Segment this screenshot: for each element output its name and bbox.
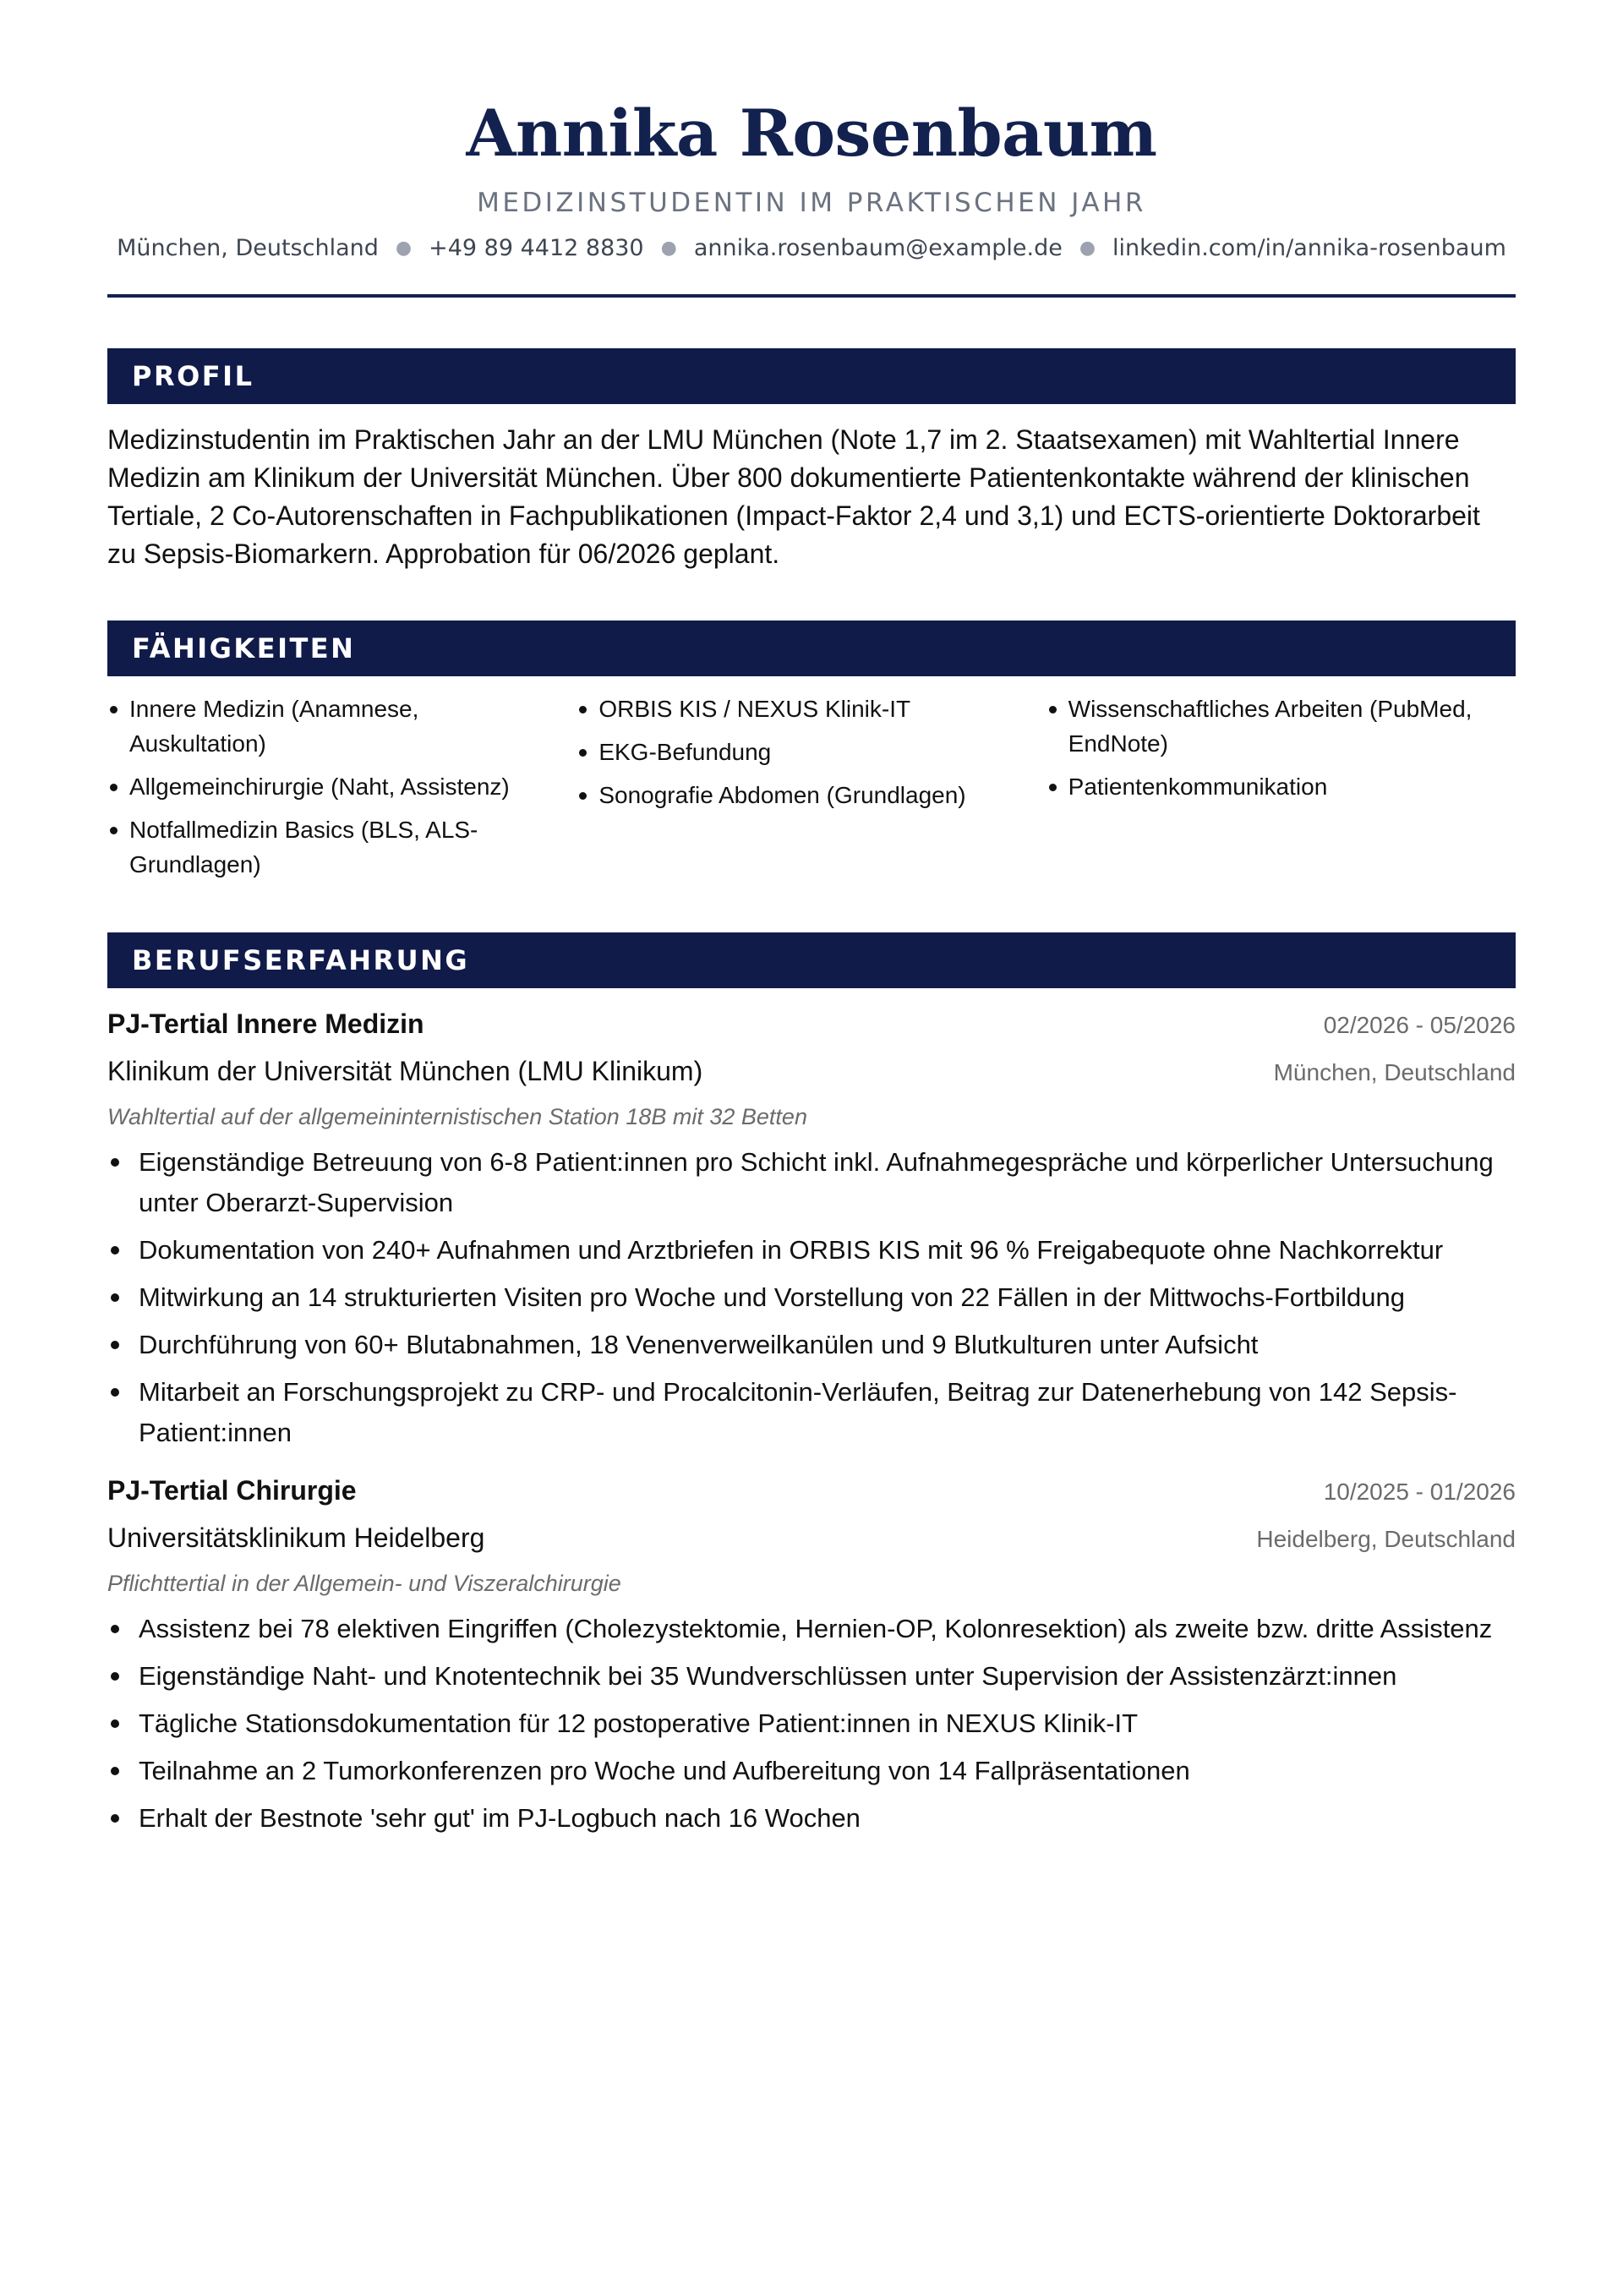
job-entry — [107, 1005, 1516, 1453]
skills-section — [107, 620, 1516, 890]
skills-column — [1046, 692, 1516, 890]
job-bullets — [107, 1609, 1516, 1839]
job-title-row — [107, 1472, 1516, 1511]
skill-item: EKG-Befundung — [577, 735, 1046, 769]
job-company: Klinikum der Universität München (LMU Klinikum) — [107, 1056, 703, 1086]
skills-column — [577, 692, 1046, 890]
skill-item: Innere Medizin (Anamnese, Auskultation) — [107, 692, 577, 761]
contact-email: annika.rosenbaum@example.de — [693, 235, 1063, 261]
skills-grid — [107, 692, 1516, 890]
contact-line — [107, 233, 1516, 264]
job-bullet: Assistenz bei 78 elektiven Eingriffen (Cholezystektomie, Hernien-OP, Kolonresektion) als zweite bzw. dritte Assistenz — [107, 1609, 1516, 1649]
job-date: 10/2025 - 01/2026 — [1323, 1479, 1516, 1505]
job-title: PJ-Tertial Chirurgie — [107, 1475, 357, 1506]
candidate-subtitle: MEDIZINSTUDENTIN IM PRAKTISCHEN JAHR — [477, 188, 1146, 218]
job-title: PJ-Tertial Innere Medizin — [107, 1009, 424, 1039]
separator-dot-icon: ● — [395, 238, 413, 259]
resume-header — [107, 0, 1516, 298]
skill-item: Patientenkommunikation — [1046, 769, 1516, 804]
job-bullet: Tägliche Stationsdokumentation für 12 postoperative Patient:innen in NEXUS Klinik-IT — [107, 1703, 1516, 1744]
job-company-row — [107, 1511, 1516, 1558]
job-bullet: Erhalt der Bestnote 'sehr gut' im PJ-Logbuch nach 16 Wochen — [107, 1798, 1516, 1839]
job-location: München, Deutschland — [1273, 1059, 1516, 1085]
separator-dot-icon: ● — [1079, 238, 1096, 259]
skill-item: Allgemeinchirurgie (Naht, Assistenz) — [107, 769, 577, 804]
section-heading-profile: PROFIL — [107, 348, 1516, 404]
section-heading-skills: FÄHIGKEITEN — [107, 620, 1516, 676]
job-bullet: Mitarbeit an Forschungsprojekt zu CRP- und Procalcitonin-Verläufen, Beitrag zur Datenerhebung von 142 Sepsis-Patient:innen — [107, 1372, 1516, 1453]
job-company: Universitätsklinikum Heidelberg — [107, 1522, 485, 1553]
job-bullet: Teilnahme an 2 Tumorkonferenzen pro Woche und Aufbereitung von 14 Fallpräsentationen — [107, 1751, 1516, 1791]
job-title-row — [107, 1005, 1516, 1044]
skill-item: Sonografie Abdomen (Grundlagen) — [577, 778, 1046, 812]
profile-section — [107, 348, 1516, 573]
contact-linkedin: linkedin.com/in/annika-rosenbaum — [1112, 235, 1506, 261]
candidate-name: Annika Rosenbaum — [466, 96, 1157, 171]
skill-item: ORBIS KIS / NEXUS Klinik-IT — [577, 692, 1046, 726]
job-bullet: Mitwirkung an 14 strukturierten Visiten pro Woche und Vorstellung von 22 Fällen in der Mittwochs-Fortbildung — [107, 1277, 1516, 1318]
job-company-row — [107, 1044, 1516, 1091]
skill-item: Wissenschaftliches Arbeiten (PubMed, EndNote) — [1046, 692, 1516, 761]
job-bullet: Eigenständige Naht- und Knotentechnik bei 35 Wundverschlüssen unter Supervision der Assistenzärzt:innen — [107, 1656, 1516, 1697]
contact-location: München, Deutschland — [117, 235, 379, 261]
profile-text: Medizinstudentin im Praktischen Jahr an der LMU München (Note 1,7 im 2. Staatsexamen) mit Wahltertial Innere Medizin am Klinikum der Universität München. Über 800 dokumentierte Patientenkontakte während der klinischen Tertiale, 2 Co-Autorenschaften in Fachpublikationen (Impact-Faktor 2,4 und 3,1) und ECTS-orientierte Doktorarbeit zu Sepsis-Biomarkern. Approbation für 06/2026 geplant. — [107, 424, 1480, 569]
separator-dot-icon: ● — [660, 238, 677, 259]
header-divider — [107, 294, 1516, 298]
job-bullet: Durchführung von 60+ Blutabnahmen, 18 Venenverweilkanülen und 9 Blutkulturen unter Aufsicht — [107, 1325, 1516, 1365]
job-description: Wahltertial auf der allgemeininternistischen Station 18B mit 32 Betten — [107, 1104, 807, 1129]
job-bullets — [107, 1142, 1516, 1453]
job-bullet: Eigenständige Betreuung von 6-8 Patient:innen pro Schicht inkl. Aufnahmegespräche und körperlicher Untersuchung unter Oberarzt-Supervision — [107, 1142, 1516, 1223]
contact-phone: +49 89 4412 8830 — [429, 235, 644, 261]
skill-item: Notfallmedizin Basics (BLS, ALS-Grundlagen) — [107, 812, 577, 882]
job-date: 02/2026 - 05/2026 — [1323, 1012, 1516, 1038]
job-entry — [107, 1472, 1516, 1839]
skills-column — [107, 692, 577, 890]
job-description: Pflichttertial in der Allgemein- und Viszeralchirurgie — [107, 1571, 621, 1596]
experience-section — [107, 932, 1516, 1839]
job-bullet: Dokumentation von 240+ Aufnahmen und Arztbriefen in ORBIS KIS mit 96 % Freigabequote ohne Nachkorrektur — [107, 1230, 1516, 1271]
section-heading-experience: BERUFSERFAHRUNG — [107, 932, 1516, 988]
job-location: Heidelberg, Deutschland — [1256, 1526, 1516, 1552]
